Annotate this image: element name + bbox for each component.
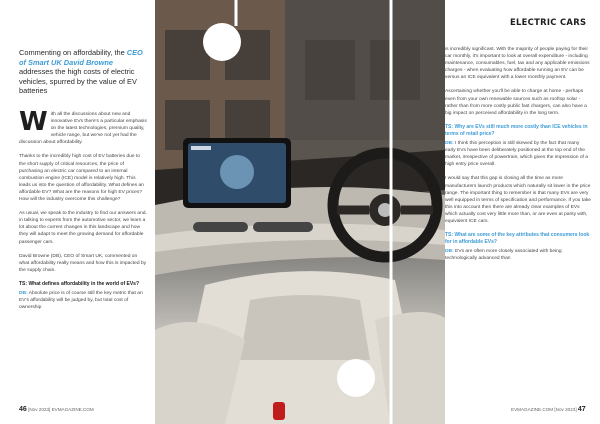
photo-illustration xyxy=(155,0,445,424)
left-page xyxy=(0,0,155,424)
right-page xyxy=(445,0,600,424)
paragraph-1-text: ith all the discussions about new and innovative EVs there's a particular emphasis on the latest technologies, premium quality, vehicle range, but we've not yet had the discussion about affordability. xyxy=(19,112,147,146)
answer-2-tag: DB: xyxy=(445,141,454,147)
answer-3-tag: DB: xyxy=(445,249,454,255)
intro-name: CEO of Smart UK David Browne xyxy=(19,48,143,67)
drop-cap: W xyxy=(19,107,48,137)
folio-left-date: [Nov 2023] xyxy=(26,407,52,412)
answer-1-tag: DB: xyxy=(19,290,28,296)
paragraph-7: I would say that this gap is closing all the time as more manufacturers launch products which naturally sit lower in the price range. The important thing to remember is that many EVs are very well equipped in terms of specification and performance. If you take this into account then there are already clear examples of EVs which actually cost very little more than, or are even at parity with, equivalent ICE cars. xyxy=(445,176,591,224)
paragraph-1 xyxy=(19,107,147,146)
page-number-right: 47 xyxy=(577,406,586,413)
left-body-text xyxy=(19,107,147,318)
page-number-left: 46 xyxy=(19,406,27,413)
paragraph-2: Thanks to the incredibly high cost of EV batteries due to the short supply of critical resources, the price of purchasing an electric car compared to an internal combustion engine (ICE) model is relatively high. This leads us into the question of affordability. What defines an affordable EV? What are the reasons for high EV prices? How will the industry overcome this challenge? xyxy=(19,154,144,203)
question-1: TS: What defines affordability in the world of EVs? xyxy=(19,280,140,287)
paragraph-6: Ascertaining whether you'll be able to charge at home - perhaps even from your own renewable sources such as rooftop solar - rather than from more costly public fast chargers, can also have a big impact on perceived affordability in the long term. xyxy=(445,89,587,116)
folio-left-site: EVMAGAZINE.COM xyxy=(51,407,94,412)
intro-after: addresses the high costs of electric vehicles, spurred by the value of EV batteries xyxy=(19,67,137,96)
paragraph-5: is incredibly significant. With the majority of people paying for their car monthly, it's important to look at overall expenditure - including maintenance, consumables, fuel, tax and any applicable emissions charges - when evaluating how affordable running an EV can be versus an ICE equivalent with a lower monthly payment. xyxy=(445,47,590,81)
folio-right-site: EVMAGAZINE.COM xyxy=(511,407,554,412)
answer-1-text: Absolute price is of course still the key metric that an EV's affordability will be judged by, but total cost of ownership xyxy=(19,290,143,311)
intro-before: Commenting on affordability, the xyxy=(19,48,127,57)
intro-standfirst xyxy=(19,48,147,96)
question-3: TS: What are some of the key attributes that consumers look for in affordable EVs? xyxy=(445,232,590,246)
answer-1 xyxy=(19,290,147,311)
right-body-text xyxy=(445,46,591,269)
paragraph-4: David Browne (DB), CEO of Smart UK, commented on what affordability really means and how this is impacted by the supply chain. xyxy=(19,253,147,273)
answer-2 xyxy=(445,140,591,168)
folio-left xyxy=(19,406,94,413)
section-label: ELECTRIC CARS xyxy=(510,17,587,27)
question-2: TS: Why are EVs still much more costly than ICE vehicles in terms of retail price? xyxy=(445,123,588,137)
answer-3 xyxy=(445,248,591,262)
folio-right-date: [Nov 2023] xyxy=(553,407,578,412)
folio-right xyxy=(511,406,586,413)
answer-2-text: I think this perception is still skewed by the fact that many early EVs have been deliberately positioned at the top end of the market, irrespective of powertrain, which gives the impression of a high entry price overall. xyxy=(445,141,588,168)
answer-3-text: EVs are often more closely associated with being technologically advanced than xyxy=(445,249,562,262)
paragraph-3: As usual, we speak to the industry to find our answers and, in talking to experts from the automotive sector, we learn a lot about the current changes in this landscape and how they will adapt to meet the growing demand for affordable passenger cars. xyxy=(19,211,147,245)
car-interior-photo xyxy=(155,0,445,424)
